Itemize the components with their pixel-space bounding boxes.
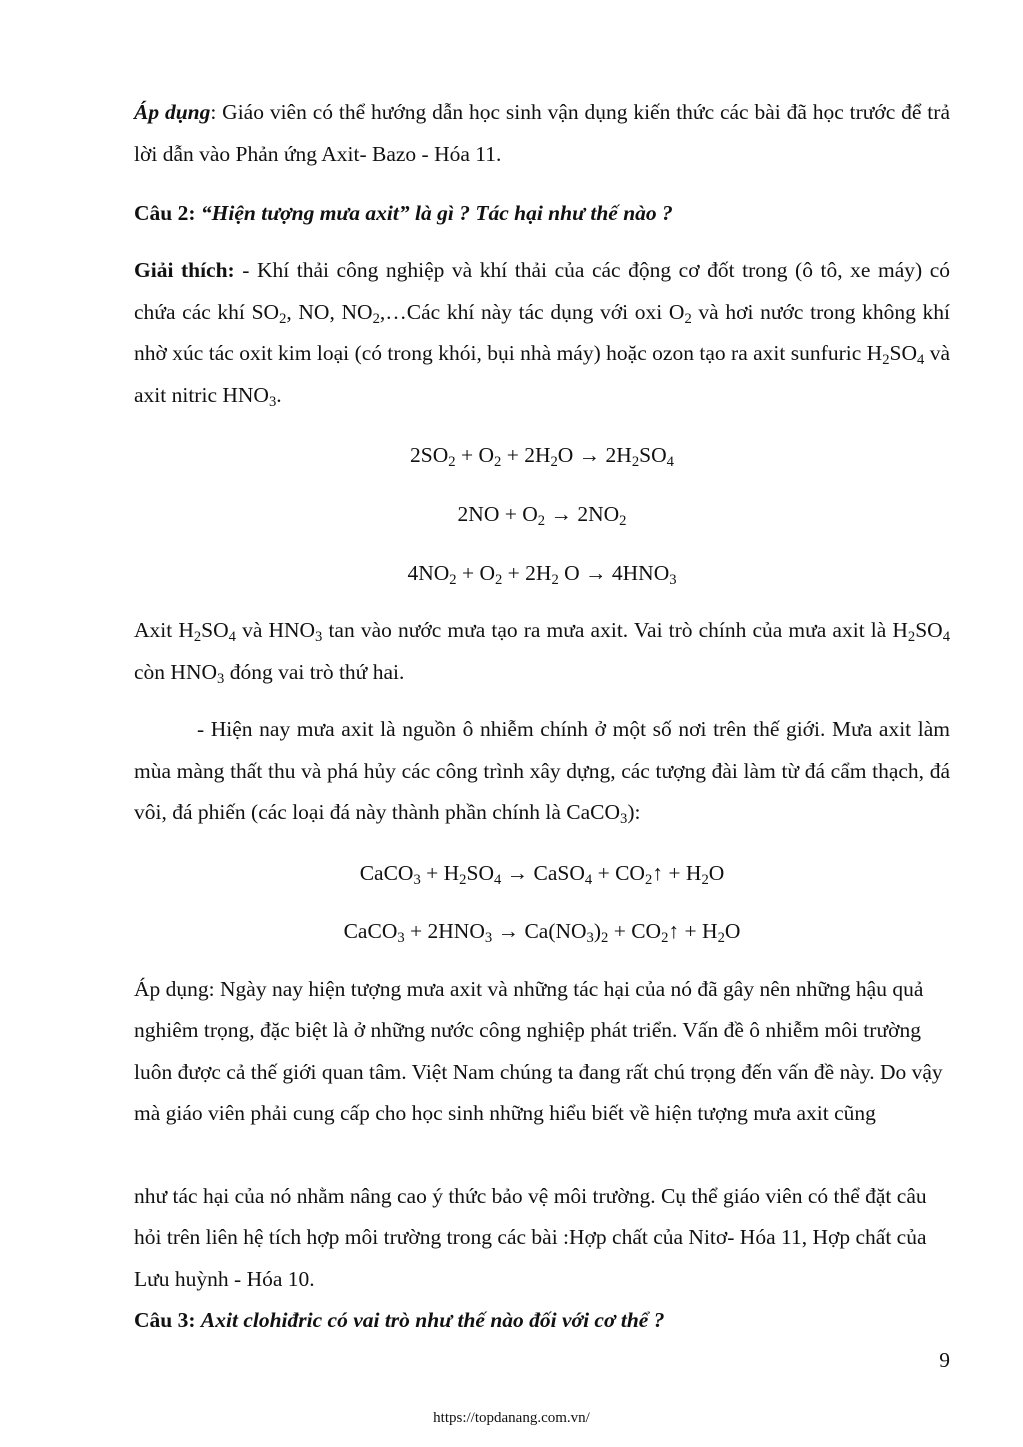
question-3-label: Câu 3: bbox=[134, 1308, 201, 1332]
apply-text: : Giáo viên có thể hướng dẫn học sinh vận dụng kiến thức các bài đã học trước để trả lời dẫn vào Phản ứng Axit- Bazo - Hóa 11. bbox=[134, 100, 950, 166]
page-number: 9 bbox=[939, 1348, 950, 1372]
paragraph-integration: như tác hại của nó nhằm nâng cao ý thức bảo vệ môi trường. Cụ thể giáo viên có thể đặt câu hỏi trên liên hệ tích hợp môi trường trong các bài :Hợp chất của Nitơ- Hóa 11, Hợp chất của Lưu huỳnh - Hóa 10. bbox=[134, 1184, 927, 1291]
explanation-text: và hơi nước trong không khí nhờ xúc tác oxit kim loại (có trong khói, bụi nhà máy) hoặc ozon tạo ra axit sunfuric H bbox=[134, 299, 951, 366]
paragraph-pollution: - Hiện nay mưa axit là nguồn ô nhiễm chính ở một số nơi trên thế giới. Mưa axit làm mùa màng thất thu và phá hủy các công trình xây dựng, các tượng đài làm từ đá cẩm thạch, đá vôi, đá phiến (các loại đá này thành phần chính là CaCO$_3$): bbox=[134, 717, 950, 828]
apply-label: Áp dụng bbox=[134, 100, 211, 124]
paragraph-apply-1 bbox=[134, 92, 950, 175]
paragraph-apply-2: Áp dụng: Ngày nay hiện tượng mưa axit và những tác hại của nó đã gây nên những hậu quả nghiêm trọng, đặc biệt là ở những nước công nghiệp phát triển. Vấn đề ô nhiễm môi trường luôn được cả thế giới quan tâm. Việt Nam chúng ta đang rất chú trọng đến vấn đề này. Do vậy mà giáo viên phải cung cấp cho học sinh những hiểu biết về hiện tượng mưa axit cũng bbox=[134, 977, 943, 1125]
question-2-label: Câu 2: bbox=[134, 201, 201, 225]
equation-1: $2SO_2 + O_2 + 2H_2O \to 2H_2SO_4$ bbox=[410, 443, 674, 471]
equation-2: $2NO + O_2 \to 2NO_2$ bbox=[457, 502, 627, 530]
question-2-text: “Hiện tượng mưa axit” là gì ? Tác hại như thế nào ? bbox=[200, 201, 673, 225]
explanation-label: Giải thích: bbox=[134, 258, 235, 282]
explanation-text: ,…Các khí này tác dụng với oxi O bbox=[379, 299, 685, 324]
explanation-text: và axit nitric HNO bbox=[134, 341, 951, 407]
question-3 bbox=[134, 1300, 950, 1342]
paragraph-acid-rain: Axit $H_2SO_4$ và $HNO_3$ tan vào nước mưa tạo ra mưa axit. Vai trò chính của mưa axit là $H_2SO_4$ còn $HNO_3$ đóng vai trò thứ hai. bbox=[134, 618, 951, 687]
explanation-text: SO bbox=[889, 341, 917, 366]
explanation-text: , NO, NO bbox=[286, 299, 373, 324]
equation-3: $4NO_2 + O_2 + 2H_2$ $O \to 4HNO_3$ bbox=[407, 561, 677, 589]
question-2 bbox=[134, 193, 950, 235]
equation-5: CaCO$_3$ + $2HNO_3 \to Ca(NO_3)_2$ + $CO_2↑ + H_2O$ bbox=[343, 919, 741, 947]
equation-4: CaCO$_3$ + $H_2SO_4$ → CaSO$_4$ + $CO_2↑ + H_2O$ bbox=[359, 861, 725, 889]
explanation-text: . bbox=[276, 382, 282, 407]
explanation-paragraph: Giải thích: - Khí thải công nghiệp và khí thải của các động cơ đốt trong (ô tô, xe máy) có chứa các khí $SO_2$, NO, $NO_2,\dots Các$ khí này tác dụng với oxi $O_2$ và hơi nước trong không khí nhờ xúc tác oxit kim loại (có trong khói, bụi nhà máy) hoặc ozon tạo ra axit sunfuric $H_2SO_4$ và axit nitric $HNO_3$. bbox=[134, 258, 951, 410]
footer-url[interactable]: https://topdanang.com.vn/ bbox=[433, 1410, 590, 1426]
explanation-text: - Khí thải công nghiệp và khí thải của các động cơ đốt trong (ô tô, xe máy) có chứa các khí SO bbox=[134, 258, 951, 324]
question-3-text: Axit clohiđric có vai trò như thế nào đối với cơ thể ? bbox=[200, 1308, 665, 1332]
